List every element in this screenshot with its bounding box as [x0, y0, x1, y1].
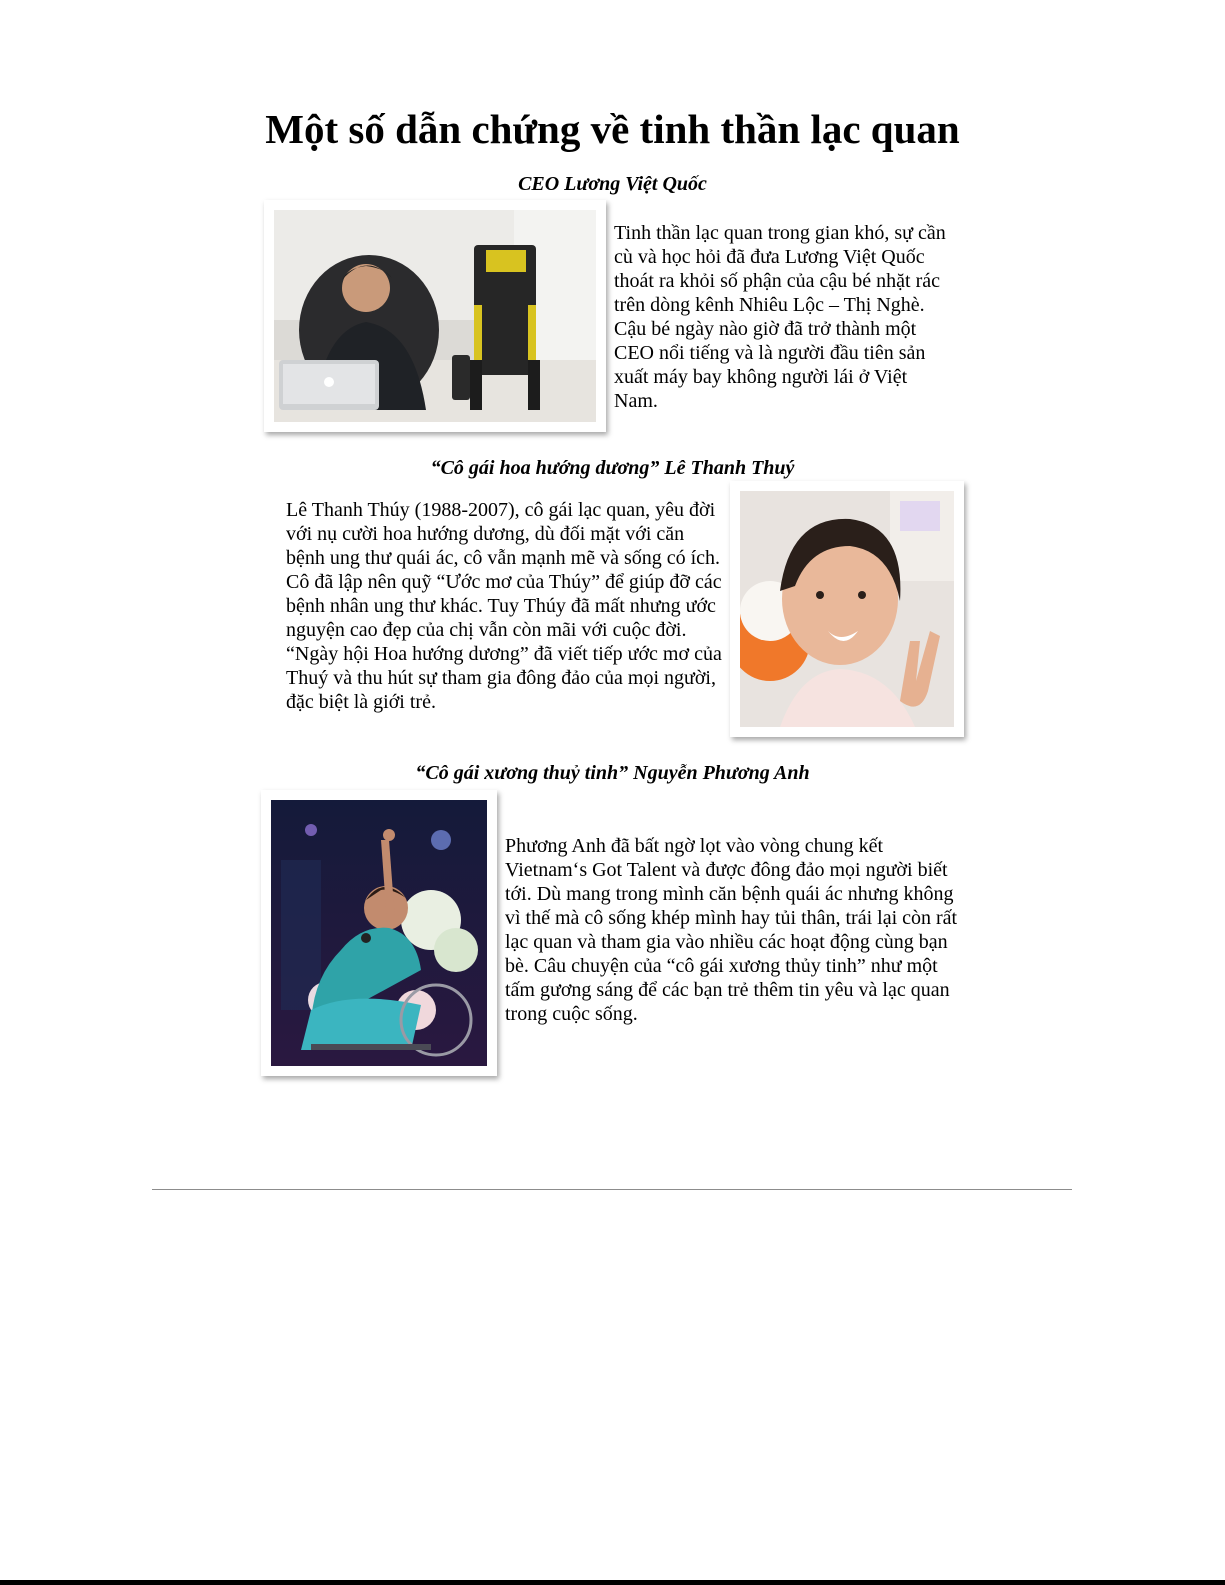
section-1-caption: CEO Lương Việt Quốc: [518, 173, 707, 195]
section-1-text: Tinh thần lạc quan trong gian khó, sự cần cù và học hỏi đã đưa Lương Việt Quốc thoát ra khỏi số phận của cậu bé nhặt rác trên dòng kênh Nhiêu Lộc – Thị Nghè. Cậu bé ngày nào giờ đã trở thành một CEO nổi tiếng và là người đầu tiên sản xuất máy bay không người lái ở Việt Nam.: [614, 222, 946, 412]
phuong-anh-photo: [261, 790, 497, 1076]
page-divider: [152, 1189, 1072, 1190]
section-2-caption: “Cô gái hoa hướng dương” Lê Thanh Thuý: [430, 457, 795, 479]
ceo-photo: [264, 200, 606, 432]
page-title: Một số dẫn chứng về tinh thần lạc quan: [265, 106, 960, 152]
section-2-text: Lê Thanh Thúy (1988-2007), cô gái lạc quan, yêu đời với nụ cười hoa hướng dương, dù đối mặt với căn bệnh ung thư quái ác, cô vẫn mạnh mẽ và sống có ích. Cô đã lập nên quỹ “Ước mơ của Thúy” để giúp đỡ các bệnh nhân ung thư khác. Tuy Thúy đã mất nhưng ước nguyện cao đẹp của chị vẫn còn mãi với cuộc đời. “Ngày hội Hoa hướng dương” đã viết tiếp ước mơ của Thuý và thu hút sự tham gia đông đảo của mọi người, đặc biệt là giới trẻ.: [286, 499, 722, 713]
thuy-photo: [730, 481, 964, 737]
section-3-text: Phương Anh đã bất ngờ lọt vào vòng chung kết Vietnam‘s Got Talent và được đông đảo mọi người biết tới. Dù mang trong mình căn bệnh quái ác nhưng không vì thế mà cô sống khép mình hay tủi thân, trái lại còn rất lạc quan và tham gia vào nhiều các hoạt động cùng bạn bè. Câu chuyện của “cô gái xương thủy tinh” như một tấm gương sáng để các bạn trẻ thêm tin yêu và lạc quan trong cuộc sống.: [505, 835, 958, 1025]
bottom-edge-bar: [0, 1580, 1225, 1585]
section-3-caption: “Cô gái xương thuỷ tinh” Nguyễn Phương Anh: [415, 762, 810, 784]
